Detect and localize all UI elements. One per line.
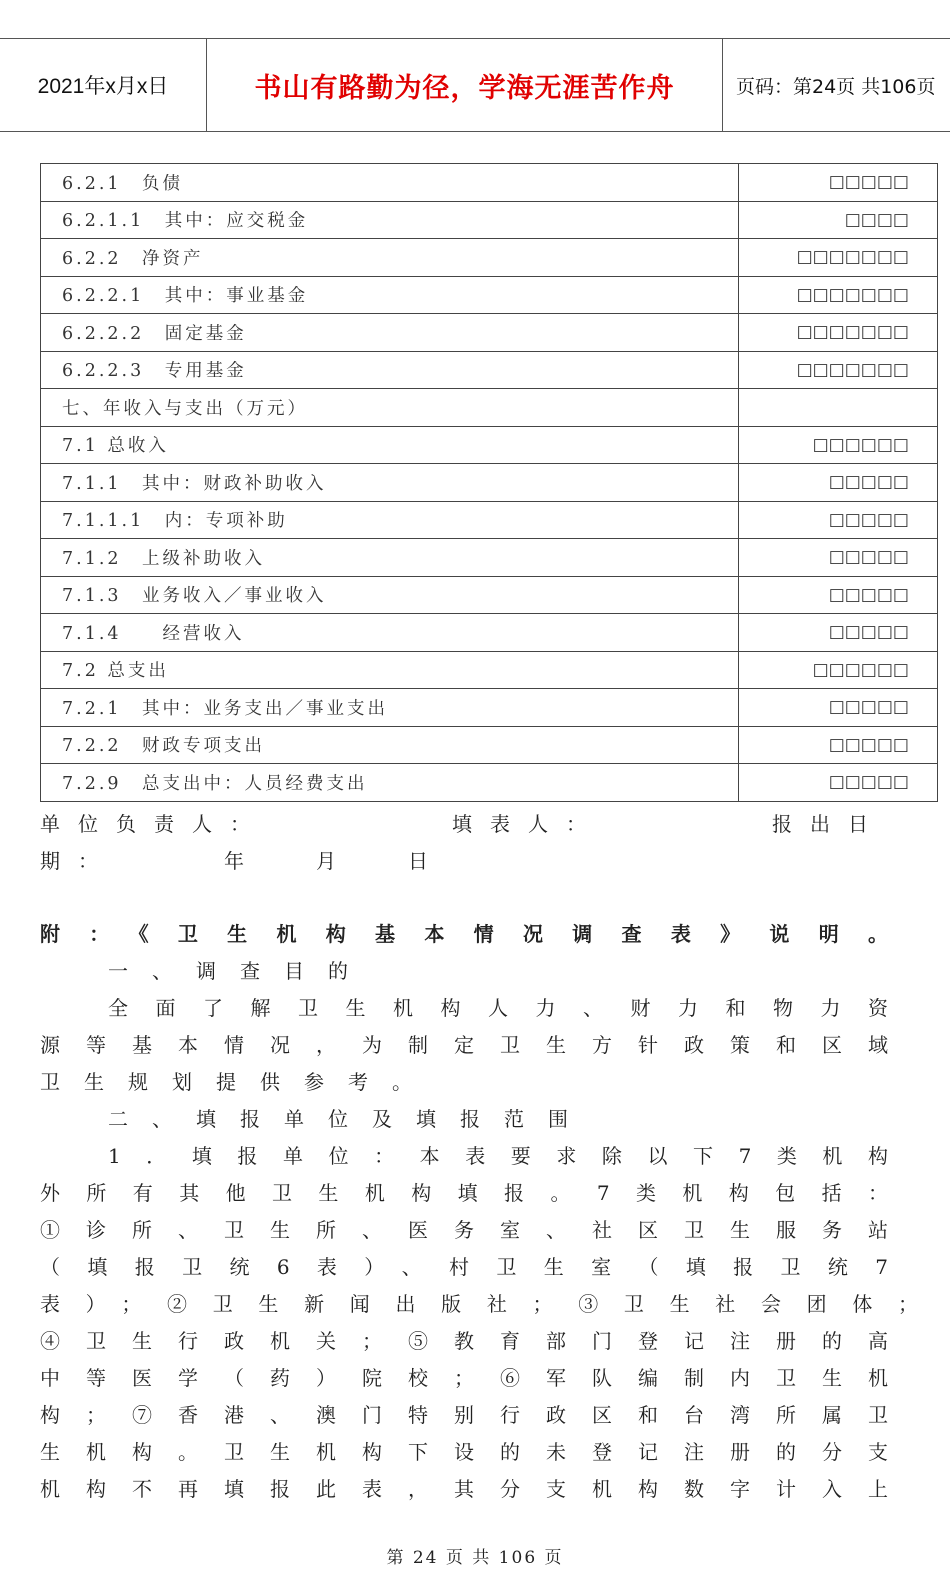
table-row [41,539,938,577]
para-line8: 构；⑦香港、澳门特别行政区和台湾所属卫 [40,1403,888,1427]
row-label: 7.1.1 其中：财政补助收入 [41,464,739,502]
row-label: 6.2.1.1 其中：应交税金 [41,201,739,239]
date-line [40,845,888,875]
report-date-label: 报出日 [772,812,886,836]
row-label: 7.1.2 上级补助收入 [41,539,739,577]
row-value-boxes: □□□□□□□ [739,239,938,277]
row-value-boxes: □□□□□□ [739,426,938,464]
filler-label: 填表人： [452,812,604,836]
header-date: 2021年x月x日 [0,39,207,131]
page-footer: 第 24 页 共 106 页 [386,1548,564,1568]
para-line7: 中等医学（药）院校；⑥军队编制内卫生机 [40,1366,888,1390]
row-value-boxes: □□□□□□□ [739,351,938,389]
section1-line3: 卫生规划提供参考。 [40,1070,436,1094]
row-value-boxes: □□□□ [739,201,938,239]
page-header [0,38,950,132]
header-motto: 书山有路勤为径，学海无涯苦作舟 [207,39,723,131]
row-label: 6.2.1 负债 [41,164,739,202]
table-row [41,651,938,689]
row-value-boxes: □□□□□□□ [739,314,938,352]
row-value-boxes: □□□□□□□ [739,276,938,314]
table-row [41,426,938,464]
row-label: 7.1 总收入 [41,426,739,464]
para-line10: 机构不再填报此表，其分支机构数字计入上 [40,1477,888,1501]
row-value-boxes: □□□□□ [739,614,938,652]
row-label: 7.1.1.1 内：专项补助 [41,501,739,539]
header-page-info: 页码：第24页 共106页 [736,75,936,98]
row-label: 七、年收入与支出（万元） [41,389,739,427]
row-label: 7.2.9 总支出中：人员经费支出 [41,764,739,802]
para-line9: 生机构。卫生机构下设的未登记注册的分支 [40,1440,888,1464]
signature-line [40,808,888,838]
table-row [41,164,938,202]
section1-heading: 一、调查目的 [108,959,372,983]
table-row [41,351,938,389]
table-row [41,764,938,802]
row-value-boxes: □□□□□ [739,501,938,539]
row-value-boxes [739,389,938,427]
row-label: 7.2.1 其中：业务支出／事业支出 [41,689,739,727]
table-row [41,614,938,652]
row-label: 6.2.2 净资产 [41,239,739,277]
row-label: 7.2.2 财政专项支出 [41,726,739,764]
row-value-boxes: □□□□□ [739,764,938,802]
table-row [41,201,938,239]
month-label: 月 [316,849,354,873]
table-row [41,576,938,614]
year-label: 年 [224,849,262,873]
para-line2: 外所有其他卫生机构填报。7类机构包括： [40,1181,888,1205]
row-label: 6.2.2.1 其中：事业基金 [41,276,739,314]
row-label: 7.1.3 业务收入／事业收入 [41,576,739,614]
row-value-boxes: □□□□□ [739,464,938,502]
finance-table [40,163,938,802]
row-value-boxes: □□□□□ [739,164,938,202]
para-line3: ①诊所、卫生所、医务室、社区卫生服务站 [40,1218,888,1242]
table-row [41,501,938,539]
row-value-boxes: □□□□□ [739,576,938,614]
day-label: 日 [408,849,446,873]
unit-head-label: 单位负责人： [40,812,268,836]
section2-heading: 二、填报单位及填报范围 [108,1107,592,1131]
table-row [41,389,938,427]
para-line1: 1．填报单位：本表要求除以下7类机构 [108,1144,888,1168]
row-value-boxes: □□□□□ [739,726,938,764]
para-line5: 表）；②卫生新闻出版社；③卫生社会团体； [40,1292,918,1316]
table-row [41,276,938,314]
row-value-boxes: □□□□□ [739,539,938,577]
row-value-boxes: □□□□□ [739,689,938,727]
report-date-label-cont: 期： [40,849,116,873]
table-row [41,314,938,352]
appendix-title: 附：《卫生机构基本情况调查表》说明。 [40,922,888,946]
row-value-boxes: □□□□□□ [739,651,938,689]
para-line4: （填报卫统6表）、村卫生室（填报卫统7 [40,1255,888,1279]
row-label: 7.2 总支出 [41,651,739,689]
table-row [41,726,938,764]
row-label: 6.2.2.3 专用基金 [41,351,739,389]
row-label: 7.1.4 经营收入 [41,614,739,652]
section1-line2: 源等基本情况，为制定卫生方针政策和区域 [40,1033,888,1057]
para-line6: ④卫生行政机关；⑤教育部门登记注册的高 [40,1329,888,1353]
section1-line1: 全面了解卫生机构人力、财力和物力资 [108,996,888,1020]
table-row [41,239,938,277]
table-row [41,689,938,727]
table-row [41,464,938,502]
row-label: 6.2.2.2 固定基金 [41,314,739,352]
